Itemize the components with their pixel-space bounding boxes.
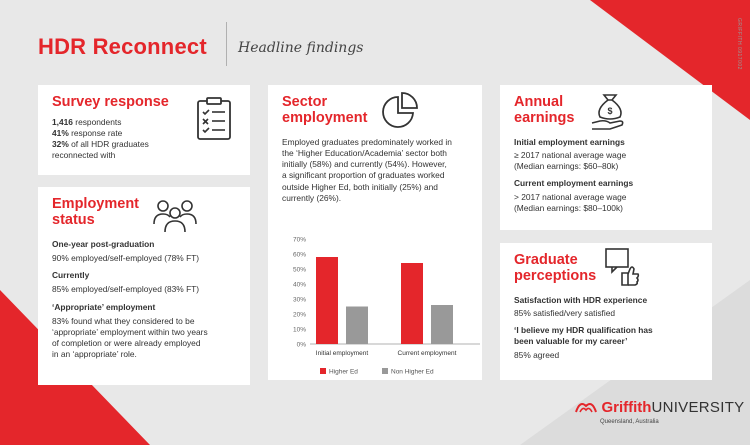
y-tick-label: 30% [292, 296, 306, 304]
earnings-s1-title: Initial employment earnings [514, 136, 625, 147]
earnings-card [500, 85, 712, 230]
x-tick-label: Initial employment [315, 350, 369, 357]
griffith-logo [575, 398, 744, 417]
people-group-icon [152, 197, 198, 233]
clipboard-checklist-icon [196, 97, 232, 141]
sector-text-line: the ‘Higher Education/Academia’ sector both [282, 148, 447, 159]
employment-card [38, 187, 250, 385]
survey-card [38, 85, 250, 175]
sector-text-line: Employed graduates predominately worked in [282, 136, 452, 147]
logo-subtitle: Queensland, Australia [600, 419, 659, 425]
earnings-s2-line: (Median earnings: $80–100k) [514, 202, 623, 213]
page-subtitle: Headline findings [238, 40, 364, 56]
title-divider [226, 22, 227, 66]
x-tick-label: Current employment [397, 350, 457, 357]
survey-heading: Survey response [52, 94, 169, 110]
bar-higher-ed [316, 257, 338, 344]
bar-non-higher-ed [431, 305, 453, 344]
survey-line: 32% of all HDR graduates [52, 139, 149, 150]
sector-text-line: initially (58%) and currently (54%). However, [282, 159, 447, 170]
perceptions-s2-title: ‘I believe my HDR qualification has been valuable for my career’ [514, 325, 653, 347]
employment-s1-text: 90% employed/self-employed (78% FT) [52, 253, 200, 264]
bar-higher-ed [401, 263, 423, 344]
thumbs-up-speech-icon [602, 247, 640, 287]
logo-text: GriffithUNIVERSITY [601, 399, 745, 416]
svg-text:$: $ [607, 106, 613, 116]
employment-s3-line: in an ‘appropriate’ role. [52, 349, 137, 360]
y-tick-label: 0% [296, 341, 306, 349]
employment-s1-title: One-year post-graduation [52, 238, 155, 249]
perceptions-heading: Graduate perceptions [514, 252, 597, 284]
sector-card [268, 85, 482, 380]
y-tick-label: 20% [292, 311, 306, 319]
employment-s3-line: ‘appropriate’ employment within two years [52, 326, 208, 337]
survey-line: reconnected with [52, 150, 116, 161]
employment-s3-title: ‘Appropriate’ employment [52, 301, 156, 312]
legend-swatch [320, 368, 326, 374]
legend-label: Non Higher Ed [391, 368, 434, 376]
earnings-heading: Annual earnings [514, 94, 575, 126]
griffith-logo-icon [575, 398, 597, 414]
earnings-s1-line: (Median earnings: $60–80k) [514, 161, 619, 172]
sector-text-line: a significant proportion of graduates worked [282, 170, 445, 181]
pie-chart-icon [380, 91, 420, 131]
employment-s2-title: Currently [52, 270, 90, 281]
sector-text-line: outside Higher Ed, both initially (25%) and [282, 181, 438, 192]
y-tick-label: 70% [292, 236, 306, 244]
perceptions-card [500, 243, 712, 380]
earnings-s2-title: Current employment earnings [514, 178, 634, 189]
side-code: GRIFFITH 0917002 [736, 18, 742, 70]
employment-s3-line: 83% found what they considered to be [52, 315, 195, 326]
sector-text-line: currently (26%). [282, 192, 342, 203]
perceptions-s2-text: 85% agreed [514, 349, 560, 360]
employment-s3-line: of completion or were already employed [52, 338, 201, 349]
employment-s2-text: 85% employed/self-employed (83% FT) [52, 284, 200, 295]
legend-swatch [382, 368, 388, 374]
bar-chart [278, 235, 488, 385]
y-tick-label: 50% [292, 266, 306, 274]
sector-heading: Sector employment [282, 94, 368, 126]
legend-label: Higher Ed [329, 368, 358, 376]
employment-heading: Employment status [52, 196, 140, 228]
y-tick-label: 60% [292, 251, 306, 259]
sector-chart [278, 235, 488, 385]
page-title: HDR Reconnect [38, 34, 207, 59]
money-hand-icon [590, 91, 630, 131]
bar-non-higher-ed [346, 307, 368, 345]
y-tick-label: 40% [292, 281, 306, 289]
survey-line: 41% response rate [52, 128, 123, 139]
y-tick-label: 10% [292, 326, 306, 334]
earnings-s2-line: > 2017 national average wage [514, 191, 627, 202]
survey-line: 1,416 respondents [52, 116, 122, 127]
perceptions-s1-text: 85% satisfied/very satisfied [514, 308, 616, 319]
earnings-s1-line: ≥ 2017 national average wage [514, 150, 627, 161]
perceptions-s1-title: Satisfaction with HDR experience [514, 294, 648, 305]
